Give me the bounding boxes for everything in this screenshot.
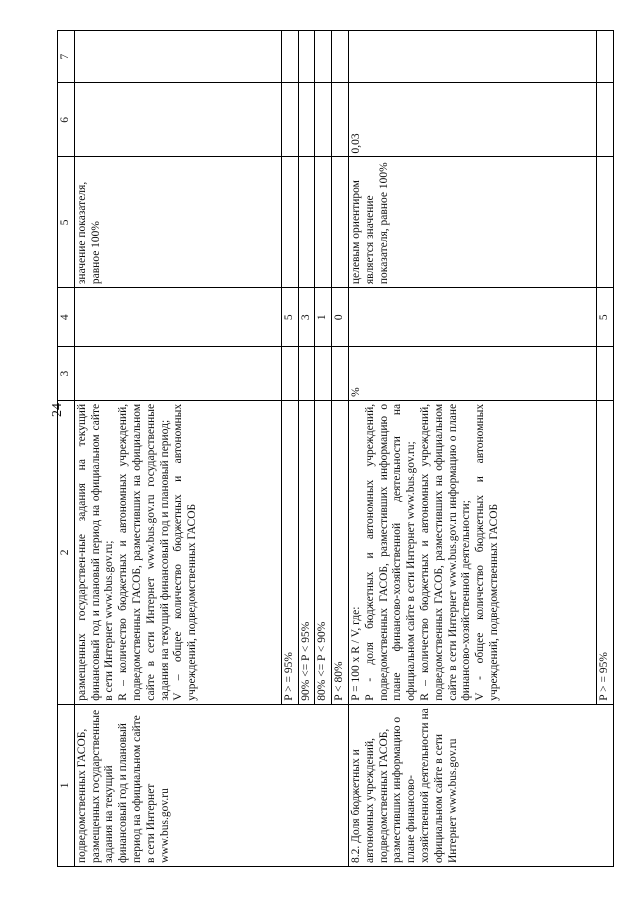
table-row [348,31,596,867]
definition-r: R – количество бюджетных и автономных учреждений, подведомственных ГАСОБ, разместивших на официальном сайте в сети Интернет www.bus.gov.ru информацию о плане финансово-хозяйственной деятельности; [418,403,473,701]
weight-cell [281,83,298,157]
rotated-table-container [57,30,610,867]
weight-cell: 0,03 [348,83,596,157]
unit-cell: % [348,347,596,401]
target-cell [596,157,613,288]
target-text: значение показателя, равное 100% [75,181,102,285]
weight-cell [315,83,332,157]
condition-cell: P < 80% [332,400,349,704]
score-cell: 3 [298,288,315,347]
column-header: 5 [58,157,75,288]
definition-v: V – общее количество бюджетных и автономных учреждений, подведомственных ГАСОБ [172,403,199,701]
column-header: 7 [58,31,75,83]
unit-cell [332,347,349,401]
definition-r: R – количество бюджетных и автономных учреждений, подведомственных ГАСОБ, разместивших на официальном сайте в сети Интернет www.bus.gov.ru государственные задания на текущий финансовый год и плановый период; [117,403,171,701]
page-number: 24 [50,403,65,417]
column-header: 4 [58,288,75,347]
weight-cell [596,83,613,157]
unit-cell [596,347,613,401]
condition-cell: 80% <= P < 90% [315,400,332,704]
note-cell [596,31,613,83]
note-cell [315,31,332,83]
score-cell [74,288,281,347]
unit-cell [281,347,298,401]
unit-cell [298,347,315,401]
score-cell: 5 [281,288,298,347]
table-row [74,31,281,867]
column-header: 6 [58,83,75,157]
definition-v: V - общее количество бюджетных и автономных учреждений, подведомственных ГАСОБ [474,403,500,701]
target-cell [315,157,332,288]
criteria-table [57,30,614,867]
column-header: 3 [58,347,75,401]
indicator-name: 8.2. Доля бюджетных и автономных учреждений, подведомственных ГАСОБ, разместивших информацию о плане финансово-хозяйственной деятельности на официальном сайте в сети Интернет www.bus.gov.ru [349,708,459,863]
score-cell: 5 [596,288,613,347]
score-cell [348,288,596,347]
note-cell [332,31,349,83]
target-text: целевым ориентиром является значение показателя, равное 100% [349,162,390,285]
condition-cell: P > = 95% [596,400,613,704]
indicator-name-cell [74,704,348,866]
condition-cell: 90% <= P < 95% [298,400,315,704]
definition-p: P - доля бюджетных и автономных учреждений, подведомственных ГАСОБ, разместивших информацию о плане финансово-хозяйственной деятельности на официальном сайте в сети Интернет www.bus.gov.ru; [363,403,418,701]
unit-cell [315,347,332,401]
note-cell [281,31,298,83]
indicator-name-cell [348,704,613,866]
target-cell [281,157,298,288]
note-cell [298,31,315,83]
column-header: 1 [58,704,75,866]
condition-cell: P > = 95% [281,400,298,704]
target-cell [348,157,596,288]
weight-cell [332,83,349,157]
formula-cell [74,400,281,704]
weight-cell [298,83,315,157]
score-cell: 0 [332,288,349,347]
formula-cell [348,400,596,704]
note-cell [348,31,596,83]
indicator-name: подведомственных ГАСОБ, размещенных государственные задания на текущий финансовый год и плановый период на официальном сайте в сети Интернет www.bus.gov.ru [75,709,171,863]
target-cell [298,157,315,288]
note-cell [74,31,281,83]
formula-text: размещенных государствен-ные задания на текущий финансовый год и плановый период на официальном сайте в сети Интернет www.bus.gov.ru; [75,403,116,701]
weight-cell [74,83,281,157]
header-row [58,31,75,867]
score-cell: 1 [315,288,332,347]
target-cell [332,157,349,288]
target-cell [74,157,281,288]
column-header: 2 [58,400,75,704]
unit-cell [74,347,281,401]
formula-text: P = 100 x R / V, где: [349,606,362,701]
